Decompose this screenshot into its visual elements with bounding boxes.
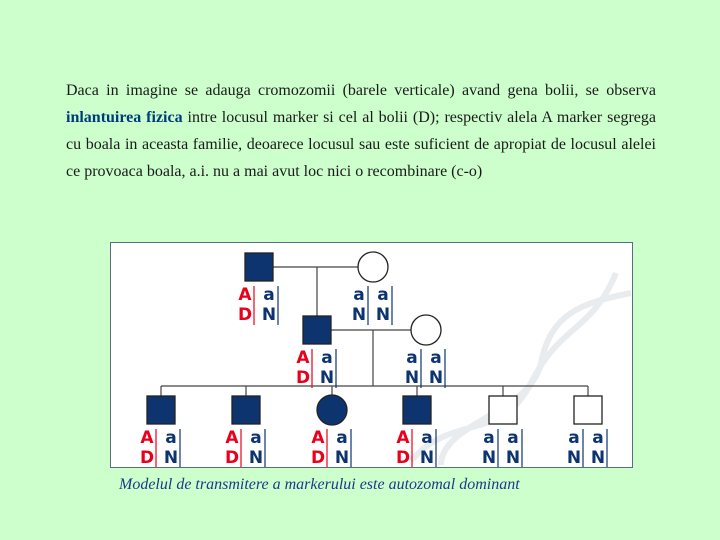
allele-N-label: N [334,448,350,468]
pedigree-figure [110,242,633,468]
allele-N-label: N [481,448,497,468]
unaffected-female-symbol [411,315,441,345]
allele-a-label: a [568,428,580,448]
pedigree-diagram [111,243,633,468]
allele-N-label: N [566,448,582,468]
explanation-text [66,77,656,185]
allele-a-label: a [353,285,365,305]
unaffected-male-symbol [574,396,602,424]
highlighted-term: inlantuirea fizica [66,109,183,126]
figure-caption: Modelul de transmitere a markerului este autozomal dominant [119,476,520,493]
allele-N-label: N [505,448,521,468]
allele-N-label: N [163,448,179,468]
allele-a-label: a [321,348,333,368]
individual-i-1 [238,253,278,325]
individual-i-2 [352,252,392,325]
unaffected-male-symbol [489,396,517,424]
affected-male-symbol [147,396,175,424]
allele-a-label: a [377,285,389,305]
allele-D-label: D [295,368,311,388]
unaffected-female-symbol [358,252,388,282]
individual-ii-2 [405,315,445,388]
affected-male-symbol [403,396,431,424]
allele-A-label: A [296,348,310,368]
allele-N-label: N [248,448,264,468]
allele-N-label: N [404,368,420,388]
individual-iii-3 [311,395,351,468]
individual-iii-2 [225,396,265,468]
individual-iii-6 [567,396,607,468]
allele-a-label: a [263,285,275,305]
allele-A-label: A [311,428,325,448]
affected-male-symbol [232,396,260,424]
allele-N-label: N [590,448,606,468]
allele-A-label: A [238,285,252,305]
affected-male-symbol [303,316,331,344]
allele-a-label: a [165,428,177,448]
allele-N-label: N [351,305,367,325]
individual-iii-1 [140,396,180,468]
allele-N-label: N [419,448,435,468]
allele-a-label: a [250,428,262,448]
allele-a-label: a [592,428,604,448]
allele-N-label: N [428,368,444,388]
allele-A-label: A [140,428,154,448]
allele-N-label: N [375,305,391,325]
explanation-part-2: intre locusul marker si cel al bolii (D); respectiv alela A marker segrega cu boala in aceasta familie, deoarece locusul sau este suficient de apropiat de locusul alelei ce provoaca boala, a.i. nu a mai avut loc nici o recombinare (c-o) [66,109,656,180]
allele-D-label: D [224,448,240,468]
allele-a-label: a [421,428,433,448]
pedigree-lines [161,267,588,396]
allele-D-label: D [139,448,155,468]
individual-iii-5 [482,396,522,468]
allele-D-label: D [310,448,326,468]
explanation-part-1: Daca in imagine se adauga cromozomii (barele verticale) avand gena bolii, se observa [66,82,656,99]
allele-N-label: N [261,305,277,325]
allele-A-label: A [396,428,410,448]
allele-a-label: a [406,348,418,368]
affected-male-symbol [245,253,273,281]
allele-a-label: a [507,428,519,448]
allele-a-label: a [336,428,348,448]
allele-a-label: a [483,428,495,448]
individual-ii-1 [296,316,336,388]
affected-female-symbol [317,395,347,425]
allele-A-label: A [225,428,239,448]
allele-N-label: N [319,368,335,388]
allele-a-label: a [430,348,442,368]
allele-D-label: D [395,448,411,468]
allele-D-label: D [237,305,253,325]
